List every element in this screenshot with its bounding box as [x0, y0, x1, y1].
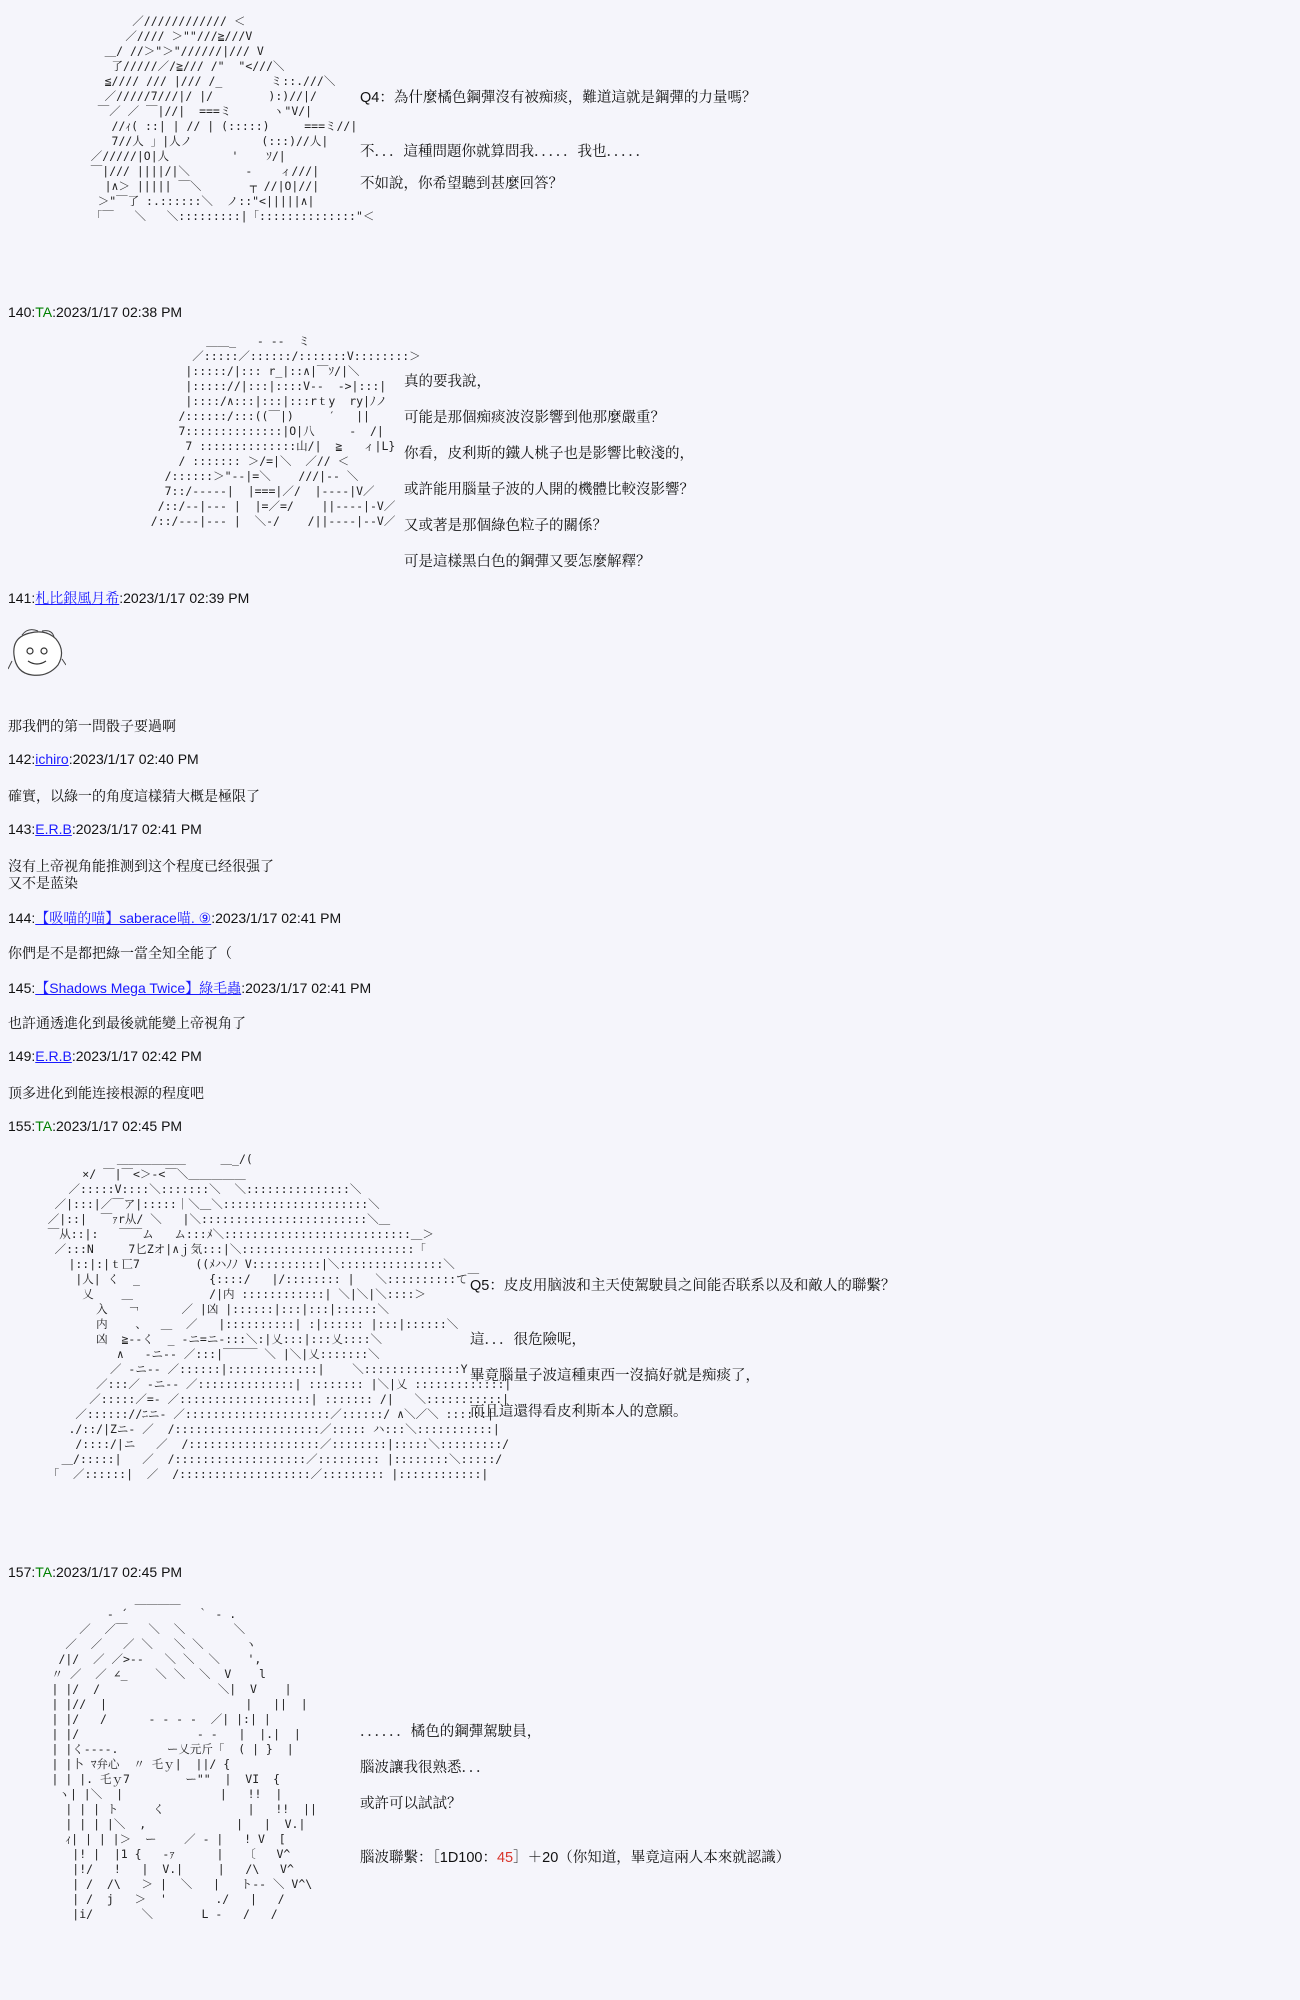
post-header-140: 140:TA:2023/1/17 02:38 PM — [8, 304, 183, 320]
post-header-155: 155:TA:2023/1/17 02:45 PM — [8, 1118, 183, 1134]
post-header-144: 144:【吸喵的喵】saberace喵. ⑨:2023/1/17 02:41 PM — [8, 910, 342, 926]
dialogue-line: 可能是那個痴痰波沒影響到他那麼嚴重？ — [404, 410, 665, 426]
post-number: 140 — [8, 304, 32, 320]
dialogue-line: 或許可以試試？ — [360, 1796, 462, 1812]
post-timestamp: 2023/1/17 02:41 PM — [75, 821, 202, 837]
dialogue-post-140 — [404, 364, 694, 580]
dialogue-line: 腦波讓我很熟悉．．． — [360, 1760, 491, 1776]
poster-name-link[interactable]: E.R.B — [35, 821, 72, 837]
poster-name-link[interactable]: ichiro — [35, 751, 69, 767]
post-header-149: 149:E.R.B:2023/1/17 02:42 PM — [8, 1048, 202, 1064]
dialogue-line: 你看，皮利斯的鐵人桃子也是影響比較淺的， — [404, 446, 694, 462]
dialogue-post-157 — [360, 1714, 790, 1876]
dialogue-line: Q4：為什麼橘色鋼彈沒有被痴痰，難道這就是鋼彈的力量嗎？ — [360, 90, 757, 106]
post-text-143: 沒有上帝视角能推测到这个程度已经很强了 — [8, 858, 274, 874]
post-text-144: 你們是不是都把綠一當全知全能了（ — [8, 945, 232, 961]
post-number: 157 — [8, 1564, 32, 1580]
post-text-141: 那我們的第一問骰子要過啊 — [8, 718, 176, 734]
post-timestamp: 2023/1/17 02:41 PM — [245, 980, 372, 996]
post-number: 143 — [8, 821, 32, 837]
face-image — [8, 625, 66, 681]
dialogue-line: 不．．．這種問題你就算問我．．．．．我也．．．．． — [360, 144, 650, 160]
dice-suffix: ］＋20（你知道，畢竟這兩人本來就認識） — [513, 1850, 791, 1866]
post-number: 141 — [8, 590, 32, 606]
post-header-145: 145:【Shadows Mega Twice】綠毛蟲:2023/1/17 02:41 PM — [8, 980, 372, 996]
post-number: 144 — [8, 910, 32, 926]
post-text-143-line2: 又不是蓝染 — [8, 875, 78, 891]
dialogue-line: 又或著是那個綠色粒子的關係？ — [404, 518, 607, 534]
dialogue-line: ．．．．．．橘色的鋼彈駕駛員， — [360, 1724, 542, 1740]
poster-name-link[interactable]: 【Shadows Mega Twice】綠毛蟲 — [35, 980, 242, 996]
dialogue-line: 這．．．很危險呢， — [470, 1332, 586, 1348]
post-timestamp: 2023/1/17 02:38 PM — [56, 304, 183, 320]
dialogue-line: 可是這樣黑白色的鋼彈又要怎麼解釋？ — [404, 554, 651, 570]
dialogue-line: 或許能用腦量子波的人開的機體比較沒影響？ — [404, 482, 694, 498]
post-header-157: 157:TA:2023/1/17 02:45 PM — [8, 1564, 183, 1580]
dialogue-line: 畢竟腦量子波這種東西一沒搞好就是痴痰了， — [470, 1368, 760, 1384]
dialogue-line: 而且這還得看皮利斯本人的意願。 — [470, 1404, 688, 1420]
post-header-142: 142:ichiro:2023/1/17 02:40 PM — [8, 751, 199, 767]
poster-name-link[interactable]: 札比銀風月希 — [35, 590, 120, 606]
dice-result: 45 — [496, 1850, 514, 1866]
poster-name: TA — [35, 1564, 53, 1580]
dice-prefix: 腦波聯繫：［1D100： — [360, 1850, 497, 1866]
post-timestamp: 2023/1/17 02:41 PM — [215, 910, 342, 926]
post-timestamp: 2023/1/17 02:45 PM — [56, 1118, 183, 1134]
ascii-art-post-157: ＿＿＿＿ ‐ ´ ｀ ‐ . ／ ／￣ ＼ ＼ ＼ ／ ／ ／ ＼ ＼ ＼ ヽ /|/ ／ ／>‐‐ ＼ ＼ ＼ ', 〃 ／ ／ ∠_ ＼ ＼ ＼ V l | |/ / ＼| V | | |// | | || | | |/ / ‐ ‐ ‐ ‐ ／| |:| | | |/ ‐ ‐ | |.| | | |く‐‐‐‐. ー乂元斤「 ( | } | | |卜 ﾏ弁心 〃 乇ｙ| ||/ { | | |. 乇ｙ7 ー"" | VI { ヽ| |＼ | | !! | | | | ト く | !! || | | | |＼ , | | V.| ｨ| | | |＞ ー ／ ‐ | ! V [ |! | |1 { ‐ｧ | 〔 V^ |!/ ! | V.| | /\ V^ | / /\ ＞ | ＼ | ト‐‐ ＼ V^\ | / j ＞ ' ./ | / |i/ ＼ L ‐ / / — [51, 1592, 317, 1921]
post-header-143: 143:E.R.B:2023/1/17 02:41 PM — [8, 821, 202, 837]
post-text-149: 顶多进化到能连接根源的程度吧 — [8, 1085, 204, 1101]
post-timestamp: 2023/1/17 02:42 PM — [75, 1048, 202, 1064]
dialogue-post-top — [360, 80, 756, 202]
post-number: 145 — [8, 980, 32, 996]
ascii-art-post-top: ／//////////// ＜ ／//// ＞""///≧///V ＿/ //＞"＞"//////|/// V 了/////／/≧/// /" "<///＼ ≦//// /// |/// /_ ミ::.///＼ ／/////7///|/ |/ ):)//|/ ￣／ ／ ￣|//| ===ミ ヽ"V/| //ｨ( ::| | // | (:::::) ===ミ//| 7//人 」|人ノ (:::)//人| ／/////|O|人 ' ｿ/| ￣|/// ||||/|＼ ‐ ィ///| |∧＞ ||||| ￣＼ ┬ //|O|//| ＞"￣了 :.::::::＼ ノ::"<|||||∧| 「￣ ＼ ＼:::::::::|「::::::::::::::"＜ — [90, 14, 375, 223]
post-number: 149 — [8, 1048, 32, 1064]
dialogue-line: Q5：皮皮用脑波和主天使駕駛員之间能否联系以及和敵人的聯繫？ — [470, 1278, 896, 1294]
poster-name: TA — [35, 1118, 53, 1134]
dialogue-line: 不如說，你希望聽到甚麼回答？ — [360, 176, 563, 192]
post-timestamp: 2023/1/17 02:45 PM — [56, 1564, 183, 1580]
post-header-141: 141:札比銀風月希:2023/1/17 02:39 PM — [8, 590, 250, 606]
dice-roll — [360, 1840, 790, 1876]
post-timestamp: 2023/1/17 02:40 PM — [72, 751, 199, 767]
ascii-art-post-155: ＿＿＿＿＿＿ ＿_/( ×/ ￣|￣<＞‐<￣＼＿＿＿＿＿ ／:::::V::::＼:::::::＼ ＼:::::::::::::::＼ ／|:::|／￣ア|:::::｜＼＿＼:::::::::::::::::::::＼ ／|::| ￣ｧr从/ ＼ |＼::::::::::::::::::::::::＼＿ ￣从::|: ￣￣ム ム:::ﾒ＼:::::::::::::::::::::::::::＿＞ ／:::N 7匕Zオ|∧ｊ気:::|＼:::::::::::::::::::::::::「 |::|:|ｔ匸7 ((ﾒハﾉﾉ V::::::::::|＼:::::::::::::::＼ |人| く _ {::::/ |/:::::::: | ＼::::::::::て￣ 乂 ＿ /|内 ::::::::::::| ＼|＼|＼::::＞ 入 ￢ ／ |凶 |::::::|:::|:::|::::::＼ 内 、 ＿ ／ |::::::::::| :|:::::: |:::|::::::＼ 凶 ≧‐‐く _ -ニ=ニ-:::＼:|乂:::|:::乂::::＼ ∧ ‐ニ-‐ ／:::|￣￣￣ ＼ |＼|乂:::::::＼ ／ ‐ニ-‐ ／::::::|:::::::::::::| ＼::::::::::::::Y ／:::／ ‐ニ-‐ ／::::::::::::::| :::::::: |＼|乂 :::::::::::::| ／:::::／=‐ ／:::::::::::::::::::| ::::::: /| ＼:::::::::::| ／:::::://ﾆニ‐ ／:::::::::::::::::::::／::::::/ ∧＼／＼ ::::::| ./::/|Zニ‐ ／ /:::::::::::::::::::::／::::: ハ:::＼:::::::::::| /::::/|ニ ／ /:::::::::::::::::::／::::::::|:::::＼:::::::::/ ＿/:::::| ／ /:::::::::::::::::::／::::::::: |::::::::＼:::::/ 「 ／::::::| ／ /:::::::::::::::::::／::::::::: |::::::::::::| — [47, 1152, 512, 1481]
post-number: 142 — [8, 751, 32, 767]
post-timestamp: 2023/1/17 02:39 PM — [123, 590, 250, 606]
ascii-art-post-140: ＿＿_ - ‐‐ ミ ／:::::／::::::/:::::::V::::::::＞ |:::::/|::: r_|::∧|￣ｿ/|＼ |::::://|:::|::::V‐‐ ‐>|:::| |::::/∧:::|:::|:::rｔy ry|ﾉノ /::::::/:::((￣|) ′ || 7::::::::::::::|O|八 ‐ /| 7 ::::::::::::::山/| ≧ ィ|L} / ::::::: ＞/=|＼ ／// ＜ /::::::＞"‐‐|=＼ ///|‐‐ ＼ 7::/‐‐‐‐‐| |===|／/ |‐‐‐‐|V／ /::/‐‐|‐‐‐ | |=／=/ ||‐‐‐‐|‐V／ /::/‐‐‐|‐‐‐ | ＼‐/ /||‐‐‐‐|‐‐V／ — [150, 334, 421, 528]
dialogue-line: 真的要我說， — [404, 374, 491, 390]
post-text-145: 也許通透進化到最後就能變上帝視角了 — [8, 1015, 246, 1031]
poster-name-link[interactable]: E.R.B — [35, 1048, 72, 1064]
post-text-142: 確實，以綠一的角度這樣猜大概是極限了 — [8, 788, 260, 804]
post-number: 155 — [8, 1118, 32, 1134]
poster-name: TA — [35, 304, 53, 320]
poster-name-link[interactable]: 【吸喵的喵】saberace喵. ⑨ — [35, 910, 212, 926]
dialogue-post-155 — [470, 1268, 895, 1430]
